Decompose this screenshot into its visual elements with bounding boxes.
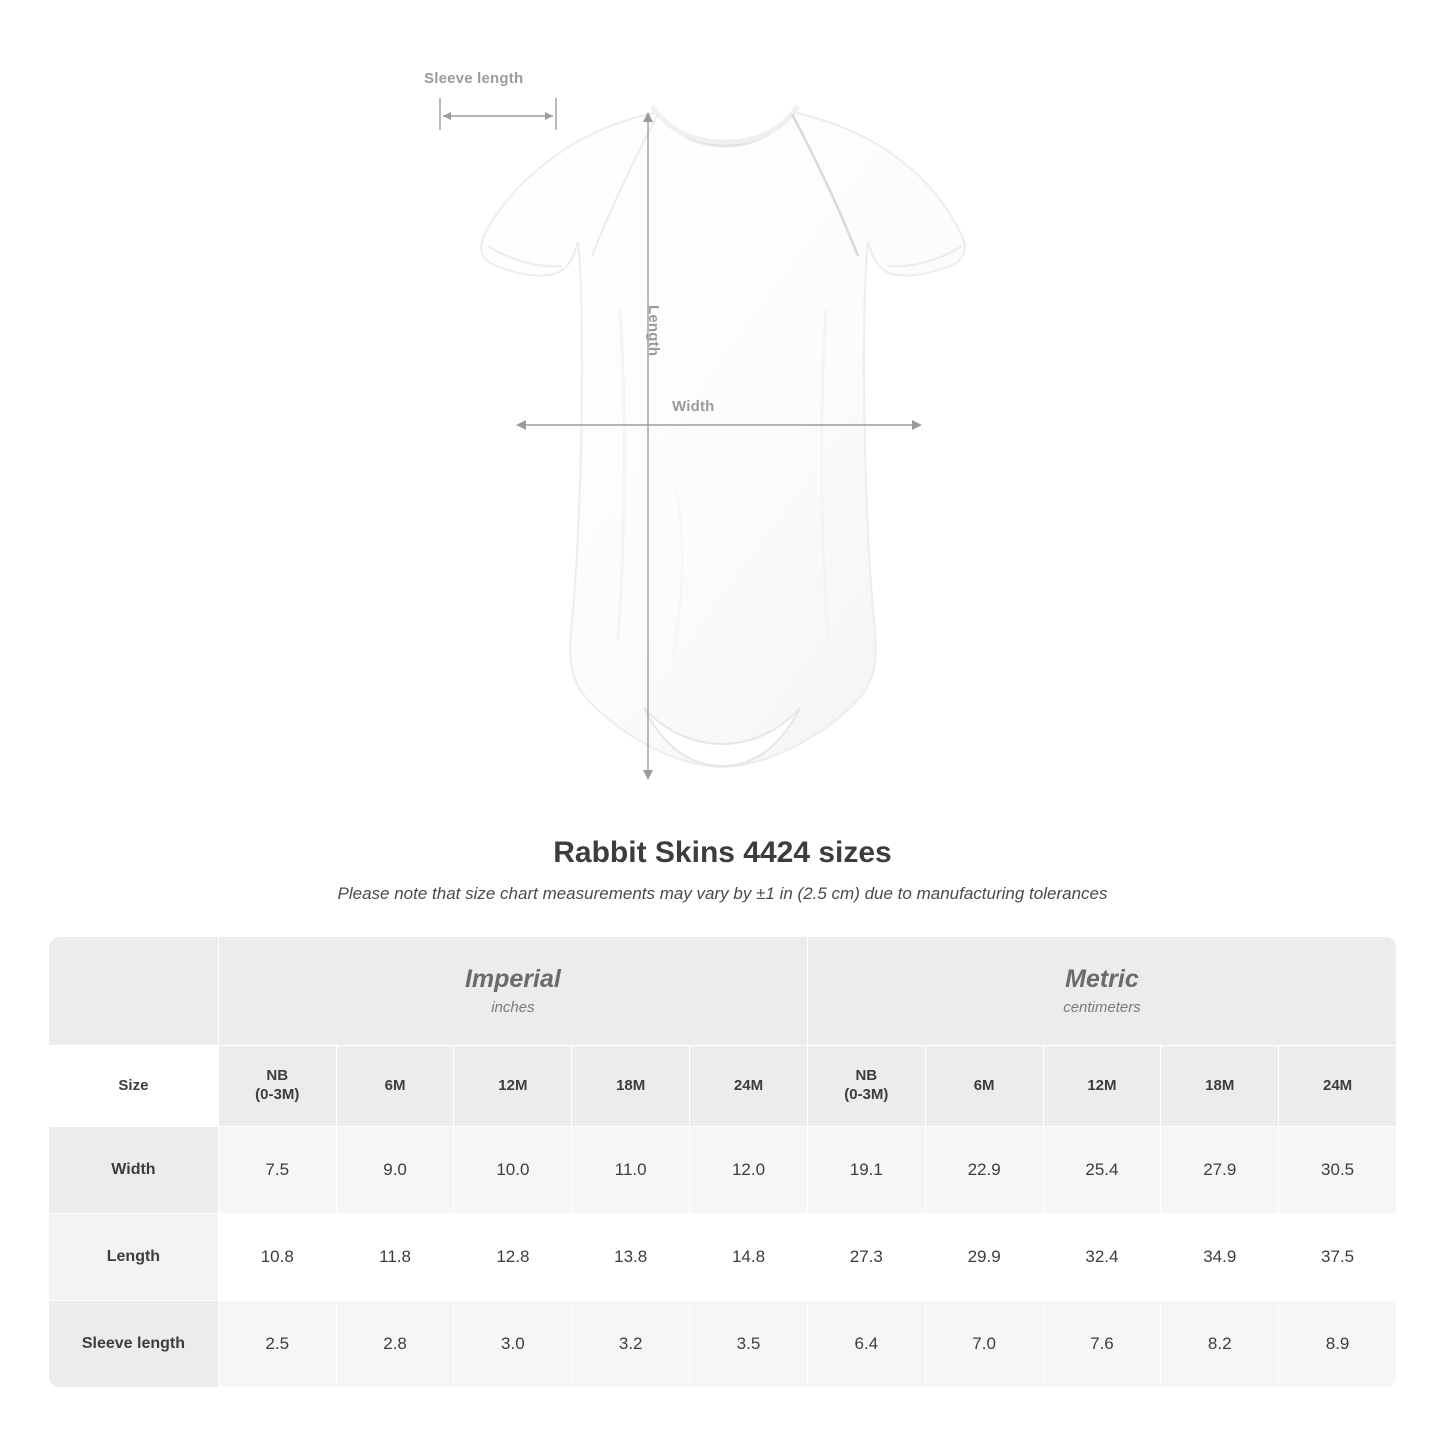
cell-length-24m-in: 14.8 (690, 1214, 808, 1301)
unit-group-metric-name: Metric (1065, 964, 1139, 993)
row-label-width: Width (49, 1127, 219, 1214)
col-header-24m-imperial (690, 1046, 808, 1127)
col-header-line1: 6M (384, 1076, 406, 1094)
col-header-line1: 6M (973, 1076, 995, 1094)
col-header-line1: 12M (1087, 1076, 1117, 1094)
cell-sleeve-6m-cm: 7.0 (925, 1301, 1043, 1388)
cell-length-12m-cm: 32.4 (1043, 1214, 1161, 1301)
chart-heading (0, 836, 1445, 904)
width-label: Width (672, 398, 715, 415)
col-header-line1: NB (266, 1067, 289, 1085)
cell-sleeve-nb-cm: 6.4 (807, 1301, 925, 1388)
cell-width-nb-in: 7.5 (218, 1127, 336, 1214)
col-header-24m-metric (1279, 1046, 1397, 1127)
cell-width-18m-in: 11.0 (572, 1127, 690, 1214)
cell-width-nb-cm: 19.1 (807, 1127, 925, 1214)
col-header-line1: 24M (733, 1076, 764, 1094)
row-label-sleeve-length: Sleeve length (49, 1301, 219, 1388)
table-row (49, 1214, 1397, 1301)
unit-group-imperial-sub: inches (491, 999, 535, 1017)
column-header-row (49, 1046, 1397, 1127)
unit-group-row (49, 937, 1397, 1046)
unit-group-spacer (49, 937, 219, 1046)
sleeve-length-label: Sleeve length (424, 70, 524, 87)
unit-group-metric (807, 937, 1396, 1046)
col-header-line1: 18M (616, 1076, 646, 1094)
col-header-line2: (0-3M) (255, 1086, 300, 1103)
table-row (49, 1127, 1397, 1214)
cell-sleeve-6m-in: 2.8 (336, 1301, 454, 1388)
unit-group-metric-sub: centimeters (1063, 999, 1141, 1017)
cell-width-24m-cm: 30.5 (1279, 1127, 1397, 1214)
col-header-12m-imperial (454, 1046, 572, 1127)
size-header-label: Size (118, 1076, 149, 1094)
cell-length-18m-cm: 34.9 (1161, 1214, 1279, 1301)
cell-length-6m-cm: 29.9 (925, 1214, 1043, 1301)
col-header-nb-imperial (218, 1046, 336, 1127)
col-header-6m-metric (925, 1046, 1043, 1127)
cell-length-18m-in: 13.8 (572, 1214, 690, 1301)
unit-group-imperial (218, 937, 807, 1046)
col-header-line1: 18M (1205, 1076, 1235, 1094)
col-header-6m-imperial (336, 1046, 454, 1127)
col-header-line1: 12M (498, 1076, 528, 1094)
row-label-length: Length (49, 1214, 219, 1301)
col-header-line1: NB (855, 1067, 878, 1085)
cell-length-nb-in: 10.8 (218, 1214, 336, 1301)
col-header-line2: (0-3M) (844, 1086, 889, 1103)
cell-width-24m-in: 12.0 (690, 1127, 808, 1214)
cell-sleeve-24m-in: 3.5 (690, 1301, 808, 1388)
page-title: Rabbit Skins 4424 sizes (553, 836, 892, 869)
cell-width-6m-in: 9.0 (336, 1127, 454, 1214)
cell-width-12m-in: 10.0 (454, 1127, 572, 1214)
col-header-18m-metric (1161, 1046, 1279, 1127)
length-label: Length (645, 305, 662, 357)
size-header-cell (49, 1046, 219, 1127)
cell-length-6m-in: 11.8 (336, 1214, 454, 1301)
col-header-nb-metric (807, 1046, 925, 1127)
cell-sleeve-12m-in: 3.0 (454, 1301, 572, 1388)
tolerance-note: Please note that size chart measurements may vary by ±1 in (2.5 cm) due to manufacturing tolerances (337, 884, 1108, 903)
unit-group-imperial-name: Imperial (464, 964, 561, 993)
size-table-container (48, 936, 1397, 1388)
cell-length-12m-in: 12.8 (454, 1214, 572, 1301)
cell-sleeve-24m-cm: 8.9 (1279, 1301, 1397, 1388)
cell-sleeve-12m-cm: 7.6 (1043, 1301, 1161, 1388)
size-table (48, 936, 1397, 1388)
col-header-12m-metric (1043, 1046, 1161, 1127)
col-header-18m-imperial (572, 1046, 690, 1127)
table-row (49, 1301, 1397, 1388)
cell-width-18m-cm: 27.9 (1161, 1127, 1279, 1214)
cell-width-6m-cm: 22.9 (925, 1127, 1043, 1214)
cell-sleeve-nb-in: 2.5 (218, 1301, 336, 1388)
cell-length-24m-cm: 37.5 (1279, 1214, 1397, 1301)
cell-width-12m-cm: 25.4 (1043, 1127, 1161, 1214)
col-header-line1: 24M (1322, 1076, 1353, 1094)
cell-length-nb-cm: 27.3 (807, 1214, 925, 1301)
cell-sleeve-18m-in: 3.2 (572, 1301, 690, 1388)
cell-sleeve-18m-cm: 8.2 (1161, 1301, 1279, 1388)
